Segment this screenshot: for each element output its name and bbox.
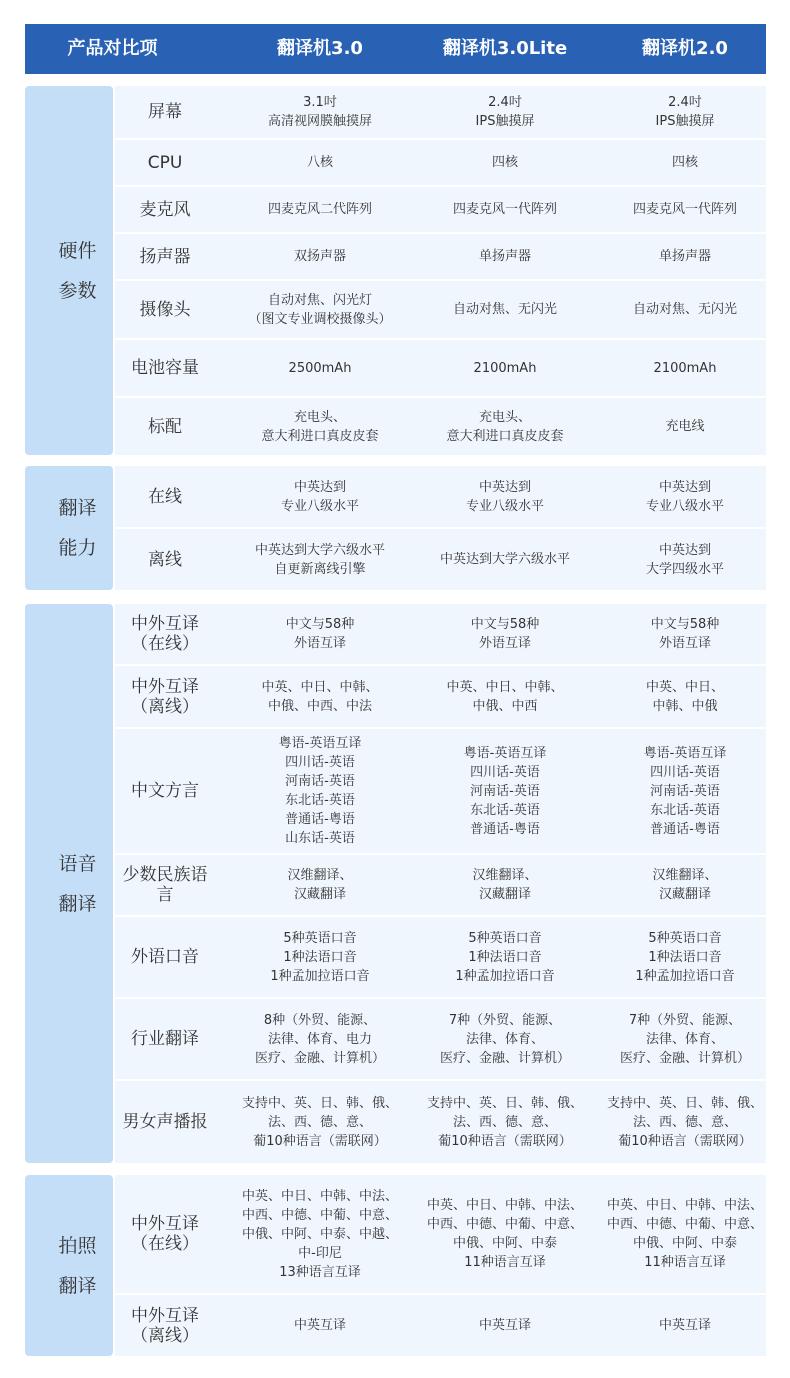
value-text: 中英达到 专业八级水平 [280,479,359,514]
value-cell-product-2 [405,340,605,396]
value-text: 2500mAh [288,360,352,376]
value-cell-product-1 [215,604,425,664]
value-cell-product-3 [585,529,785,590]
value-cell-product-2 [405,917,605,997]
table-row [115,398,766,455]
value-text: 汉维翻译、 汉藏翻译 [472,868,538,902]
category-line: 参数 [58,279,97,302]
table-row [115,729,766,853]
feature-label: 电池容量 [131,358,199,378]
value-text: 中英、中日、 中韩、中俄 [645,679,724,714]
value-text: 四麦克风一代阵列 [452,202,557,217]
value-cell-product-1 [215,917,425,997]
value-text: 支持中、英、日、韩、俄、 法、西、德、意、 葡10种语言（需联网） [606,1095,763,1149]
value-text: 汉维翻译、 汉藏翻译 [287,868,353,902]
feature-label: 在线 [148,486,182,507]
value-text: 中英、中日、中韩、中法、 中西、中德、中葡、中意、 中俄、中阿、中泰 11种语言互译 [426,1198,583,1270]
table-row [115,86,766,138]
value-cell-product-1 [215,86,425,138]
value-text: 单扬声器 [658,249,711,264]
value-text: 双扬声器 [293,249,346,264]
value-cell-product-3 [585,398,785,455]
value-cell-product-2 [405,187,605,232]
feature-label: 外语口音 [131,947,199,967]
value-cell-product-3 [585,466,785,527]
feature-cell [115,281,215,338]
feature-cell [115,234,215,279]
category-label [25,86,113,455]
feature-label: 中外互译 （离线） [131,1305,199,1346]
category-line: 语音 [58,852,97,875]
value-cell-product-3 [585,140,785,185]
value-cell-product-3 [585,281,785,338]
value-text: 中英互译 [478,1318,531,1333]
category-text [58,488,97,568]
table-row [115,855,766,915]
value-cell-product-1 [215,398,425,455]
table-row [115,1295,766,1356]
value-text: 2100mAh [653,360,717,376]
value-cell-product-2 [405,855,605,915]
value-text: 中文与58种 外语互译 [470,617,540,651]
value-cell-product-1 [215,340,425,396]
value-text: 中英达到大学六级水平 自更新离线引擎 [254,542,385,577]
feature-cell [115,398,215,455]
feature-label: 标配 [148,416,182,437]
value-text: 粤语-英语互译 四川话-英语 河南话-英语 东北话-英语 普通话-粤语 [463,745,547,837]
value-text: 四核 [491,155,518,170]
value-cell-product-2 [405,281,605,338]
table-row [115,1175,766,1293]
value-cell-product-2 [405,529,605,590]
category-line: 翻译 [58,1274,97,1297]
value-cell-product-2 [405,729,605,853]
value-text: 自动对焦、闪光灯 （图文专业调校摄像头） [248,292,392,327]
value-text: 5种英语口音 1种法语口音 1种孟加拉语口音 [635,930,735,984]
section-2 [25,466,766,590]
value-cell-product-3 [585,1081,785,1163]
feature-label: CPU [147,152,183,173]
section-3 [25,604,766,1163]
feature-cell [115,140,215,185]
header-label: 产品对比项 [67,38,158,59]
value-cell-product-2 [405,86,605,138]
feature-cell [115,340,215,396]
value-text: 5种英语口音 1种法语口音 1种孟加拉语口音 [270,930,370,984]
section-4 [25,1175,766,1356]
value-text: 中英、中日、中韩、 中俄、中西 [446,679,564,714]
section-rows [115,86,766,455]
value-cell-product-1 [215,855,425,915]
value-text: 中英达到 大学四级水平 [645,542,724,577]
feature-label: 离线 [148,549,182,570]
feature-label: 少数民族语言 [122,865,208,905]
feature-label: 扬声器 [139,246,191,267]
table-row [115,234,766,279]
value-cell-product-2 [405,234,605,279]
value-text: 中英互译 [293,1318,346,1333]
value-text: 四麦克风二代阵列 [267,202,372,217]
feature-cell [115,999,215,1079]
feature-cell [115,187,215,232]
feature-label: 中文方言 [131,781,199,801]
value-cell-product-3 [585,187,785,232]
value-text: 中英互译 [658,1318,711,1333]
value-cell-product-1 [215,1175,425,1293]
value-cell-product-3 [585,1295,785,1356]
header-product-1: 翻译机3.0 [277,38,363,59]
table-row [115,604,766,664]
value-cell-product-1 [215,1081,425,1163]
category-label [25,466,113,590]
category-line: 硬件 [58,239,97,262]
feature-label: 麦克风 [139,199,191,220]
value-text: 8种（外贸、能源、 法律、体育、电力 医疗、金融、计算机） [254,1012,385,1066]
feature-label: 行业翻译 [131,1029,199,1049]
value-text: 支持中、英、日、韩、俄、 法、西、德、意、 葡10种语言（需联网） [426,1095,583,1149]
value-cell-product-3 [585,999,785,1079]
table-row [115,140,766,185]
table-row [115,466,766,527]
category-line: 翻译 [58,892,97,915]
category-line: 能力 [58,537,97,559]
value-text: 3.1吋 高清视网膜触摸屏 [267,95,372,129]
feature-cell [115,529,215,590]
value-cell-product-2 [405,999,605,1079]
value-cell-product-1 [215,729,425,853]
value-cell-product-2 [405,140,605,185]
section-rows [115,604,766,1163]
value-text: 自动对焦、无闪光 [632,302,737,317]
category-line: 拍照 [58,1234,97,1257]
table-row [115,666,766,727]
value-text: 自动对焦、无闪光 [452,302,557,317]
value-cell-product-1 [215,529,425,590]
value-cell-product-1 [215,666,425,727]
value-cell-product-1 [215,999,425,1079]
section-1 [25,86,766,455]
feature-label: 中外互译 （离线） [131,676,199,717]
value-cell-product-3 [585,86,785,138]
feature-cell [115,1175,215,1293]
value-cell-product-3 [585,1175,785,1293]
value-text: 中英达到大学六级水平 [439,552,570,567]
category-line: 翻译 [58,497,97,519]
value-cell-product-2 [405,466,605,527]
value-cell-product-3 [585,666,785,727]
value-cell-product-2 [405,666,605,727]
value-text: 充电头、 意大利进口真皮皮套 [261,409,379,444]
value-text: 支持中、英、日、韩、俄、 法、西、德、意、 葡10种语言（需联网） [241,1095,398,1149]
value-text: 中英达到 专业八级水平 [645,479,724,514]
value-text: 中英、中日、中韩、 中俄、中西、中法 [261,679,379,714]
section-rows [115,1175,766,1356]
feature-cell [115,1295,215,1356]
header-product-2: 翻译机3.0Lite [442,38,568,59]
value-text: 中文与58种 外语互译 [285,617,355,651]
value-text: 八核 [306,155,333,170]
table-row [115,187,766,232]
table-row [115,999,766,1079]
value-text: 粤语-英语互译 四川话-英语 河南话-英语 东北话-英语 普通话-粤语 [643,745,727,837]
category-label [25,1175,113,1356]
table-row [115,529,766,590]
table-row [115,281,766,338]
value-text: 中文与58种 外语互译 [650,617,720,651]
feature-label: 屏幕 [148,102,182,122]
feature-label: 中外互译 （在线） [131,614,199,654]
value-cell-product-2 [405,1175,605,1293]
feature-cell [115,604,215,664]
value-cell-product-1 [215,1295,425,1356]
feature-cell [115,729,215,853]
value-cell-product-3 [585,234,785,279]
value-text: 2.4吋 IPS触摸屏 [655,95,715,129]
value-cell-product-2 [405,398,605,455]
comparison-header [25,24,766,74]
value-cell-product-3 [585,917,785,997]
value-text: 充电线 [665,419,705,434]
value-cell-product-2 [405,604,605,664]
value-cell-product-3 [585,604,785,664]
value-text: 充电头、 意大利进口真皮皮套 [446,409,564,444]
value-text: 中英、中日、中韩、中法、 中西、中德、中葡、中意、 中俄、中阿、中泰、中越、 中-印尼 13种语言互译 [241,1188,398,1280]
category-label [25,604,113,1163]
section-rows [115,466,766,590]
value-text: 7种（外贸、能源、 法律、体育、 医疗、金融、计算机） [619,1012,750,1066]
feature-label: 摄像头 [139,299,191,320]
category-text [58,231,97,311]
value-text: 汉维翻译、 汉藏翻译 [652,868,718,902]
feature-cell [115,855,215,915]
value-text: 单扬声器 [478,249,531,264]
value-cell-product-1 [215,187,425,232]
category-text [58,844,97,924]
value-cell-product-3 [585,729,785,853]
value-text: 2.4吋 IPS触摸屏 [475,95,535,129]
value-text: 5种英语口音 1种法语口音 1种孟加拉语口音 [455,930,555,984]
value-text: 粤语-英语互译 四川话-英语 河南话-英语 东北话-英语 普通话-粤语 山东话-英语 [278,736,362,846]
value-cell-product-1 [215,140,425,185]
feature-label: 男女声播报 [122,1112,208,1132]
value-cell-product-3 [585,340,785,396]
feature-cell [115,1081,215,1163]
value-text: 2100mAh [473,360,537,376]
value-cell-product-1 [215,281,425,338]
value-cell-product-3 [585,855,785,915]
feature-cell [115,86,215,138]
table-row [115,340,766,396]
value-text: 中英达到 专业八级水平 [465,479,544,514]
feature-label: 中外互译 （在线） [131,1214,199,1254]
feature-cell [115,917,215,997]
value-cell-product-1 [215,234,425,279]
value-cell-product-1 [215,466,425,527]
feature-cell [115,666,215,727]
value-text: 四核 [671,155,698,170]
category-text [58,1226,97,1306]
value-cell-product-2 [405,1081,605,1163]
feature-cell [115,466,215,527]
table-row [115,917,766,997]
value-cell-product-2 [405,1295,605,1356]
value-text: 中英、中日、中韩、中法、 中西、中德、中葡、中意、 中俄、中阿、中泰 11种语言互译 [606,1198,763,1270]
header-product-3: 翻译机2.0 [642,38,728,59]
value-text: 四麦克风一代阵列 [632,202,737,217]
table-row [115,1081,766,1163]
value-text: 7种（外贸、能源、 法律、体育、 医疗、金融、计算机） [439,1012,570,1066]
